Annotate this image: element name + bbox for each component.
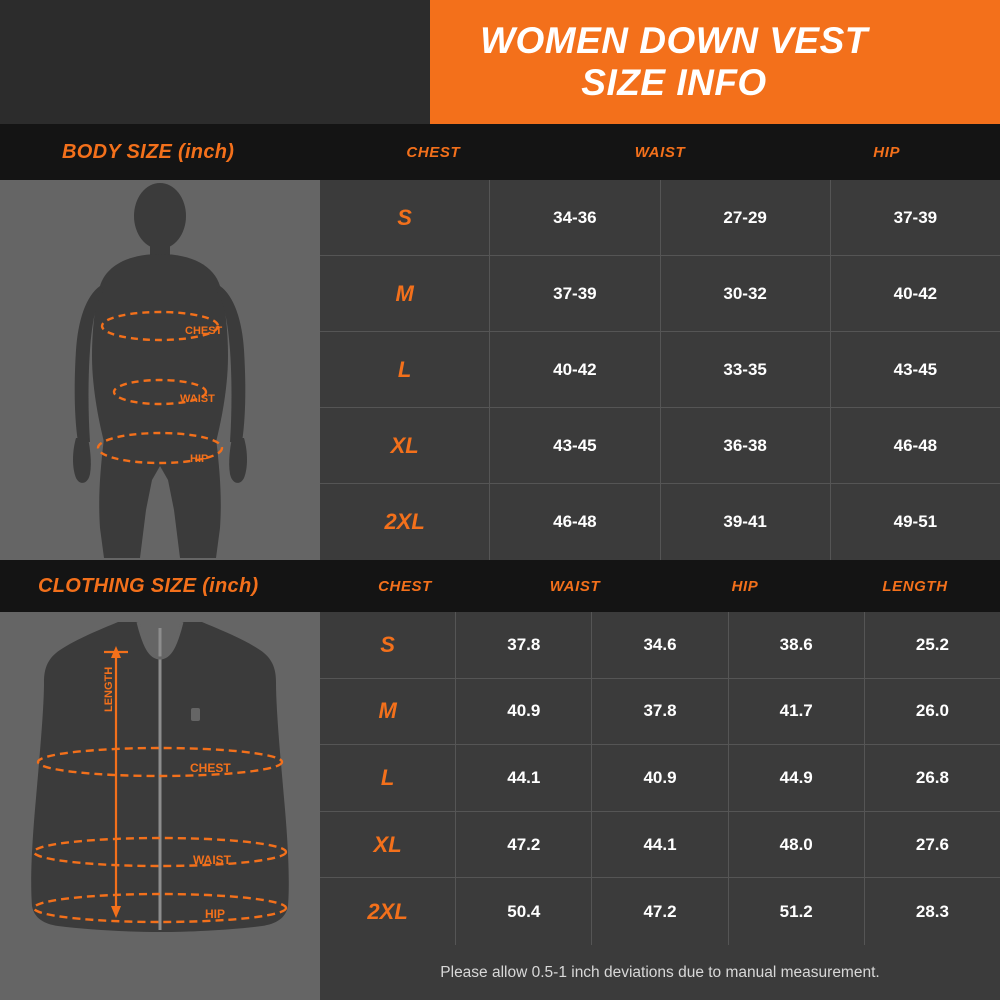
clothing-row-0-hip: 38.6 xyxy=(729,612,865,678)
clothing-row-4-length: 28.3 xyxy=(915,901,949,921)
vest-label-waist: WAIST xyxy=(193,853,231,867)
body-label-chest: CHEST xyxy=(185,325,223,337)
clothing-row-4-chest: 50.4 xyxy=(456,878,592,945)
clothing-size-section-bar xyxy=(0,560,1000,612)
table-row xyxy=(320,332,1000,408)
clothing-row-1-length: 26.0 xyxy=(915,701,949,721)
table-row xyxy=(320,408,1000,484)
clothing-row-4-size: 2XL xyxy=(320,878,456,945)
clothing-row-3-length: 27.6 xyxy=(915,834,949,854)
clothing-row-2-size: L xyxy=(320,745,456,811)
body-row-3-waist: 36-38 xyxy=(661,408,831,483)
table-row xyxy=(320,812,1000,879)
body-row-4-waist: 39-41 xyxy=(661,484,831,560)
body-row-0-hip: 37-39 xyxy=(893,207,938,227)
body-row-4-size: 2XL xyxy=(320,484,490,560)
body-row-4-hip: 49-51 xyxy=(893,512,938,531)
clothing-row-3-chest: 47.2 xyxy=(456,812,592,878)
body-row-1-size: M xyxy=(320,256,490,331)
clothing-row-4-waist: 47.2 xyxy=(592,878,728,945)
footer-note: Please allow 0.5-1 inch deviations due to manual measurement. xyxy=(320,945,1000,1000)
clothing-row-2-length: 26.8 xyxy=(915,767,949,787)
vest-label-hip: HIP xyxy=(205,907,226,921)
clothing-row-0-length: 25.2 xyxy=(915,634,949,654)
clothing-size-table xyxy=(320,612,1000,945)
clothing-row-2-hip: 44.9 xyxy=(729,745,865,811)
clothing-row-4-hip: 51.2 xyxy=(729,878,865,945)
clothing-col-chest: CHEST xyxy=(378,577,432,595)
body-size-title: BODY SIZE (inch) xyxy=(62,140,235,163)
clothing-size-column-headers xyxy=(320,560,1000,612)
body-label-waist: WAIST xyxy=(180,393,215,405)
table-row xyxy=(320,484,1000,560)
body-row-0-waist: 27-29 xyxy=(661,180,831,255)
clothing-col-waist: WAIST xyxy=(549,577,601,595)
header-banner xyxy=(0,0,1000,124)
clothing-row-2-waist: 40.9 xyxy=(592,745,728,811)
clothing-col-length: LENGTH xyxy=(882,577,948,595)
clothing-row-2-chest: 44.1 xyxy=(456,745,592,811)
body-row-2-chest: 40-42 xyxy=(490,332,660,407)
body-col-waist: WAIST xyxy=(634,143,686,161)
table-row xyxy=(320,679,1000,746)
body-row-4-chest: 46-48 xyxy=(490,484,660,560)
body-row-1-hip: 40-42 xyxy=(893,283,938,303)
table-row xyxy=(320,612,1000,679)
body-col-chest: CHEST xyxy=(406,143,461,161)
vest-label-length: LENGTH xyxy=(103,666,115,712)
body-row-2-size: L xyxy=(320,332,490,407)
vest-label-chest: CHEST xyxy=(190,761,231,775)
clothing-row-3-hip: 48.0 xyxy=(729,812,865,878)
clothing-row-1-hip: 41.7 xyxy=(729,679,865,745)
page-title-line1: WOMEN DOWN VEST xyxy=(480,20,868,62)
body-row-2-waist: 33-35 xyxy=(661,332,831,407)
vest-illustration xyxy=(0,612,320,945)
clothing-col-hip: HIP xyxy=(731,577,759,595)
body-row-3-size: XL xyxy=(320,408,490,483)
clothing-size-title: CLOTHING SIZE (inch) xyxy=(38,574,259,597)
clothing-row-1-size: M xyxy=(320,679,456,745)
table-row xyxy=(320,256,1000,332)
body-row-1-waist: 30-32 xyxy=(661,256,831,331)
page-title-line2: SIZE INFO xyxy=(581,62,767,103)
clothing-row-3-size: XL xyxy=(320,812,456,878)
page-title xyxy=(404,20,944,104)
footer-left-spacer xyxy=(0,945,320,1000)
table-row xyxy=(320,745,1000,812)
clothing-row-3-waist: 44.1 xyxy=(592,812,728,878)
body-size-column-headers xyxy=(320,124,1000,180)
body-size-table xyxy=(320,180,1000,560)
header-dark-block xyxy=(0,0,430,124)
clothing-row-0-waist: 34.6 xyxy=(592,612,728,678)
body-size-section-bar xyxy=(0,124,1000,180)
clothing-row-0-chest: 37.8 xyxy=(456,612,592,678)
body-col-hip: HIP xyxy=(873,143,901,161)
body-row-0-size: S xyxy=(320,180,490,255)
body-row-3-chest: 43-45 xyxy=(490,408,660,483)
body-row-1-chest: 37-39 xyxy=(490,256,660,331)
clothing-row-0-size: S xyxy=(320,612,456,678)
clothing-row-1-chest: 40.9 xyxy=(456,679,592,745)
table-row xyxy=(320,878,1000,945)
clothing-row-1-waist: 37.8 xyxy=(592,679,728,745)
body-row-0-chest: 34-36 xyxy=(490,180,660,255)
body-figure-illustration xyxy=(0,180,320,560)
table-row xyxy=(320,180,1000,256)
body-row-3-hip: 46-48 xyxy=(893,435,938,455)
body-row-2-hip: 43-45 xyxy=(893,359,938,379)
body-label-hip: HIP xyxy=(190,453,209,465)
